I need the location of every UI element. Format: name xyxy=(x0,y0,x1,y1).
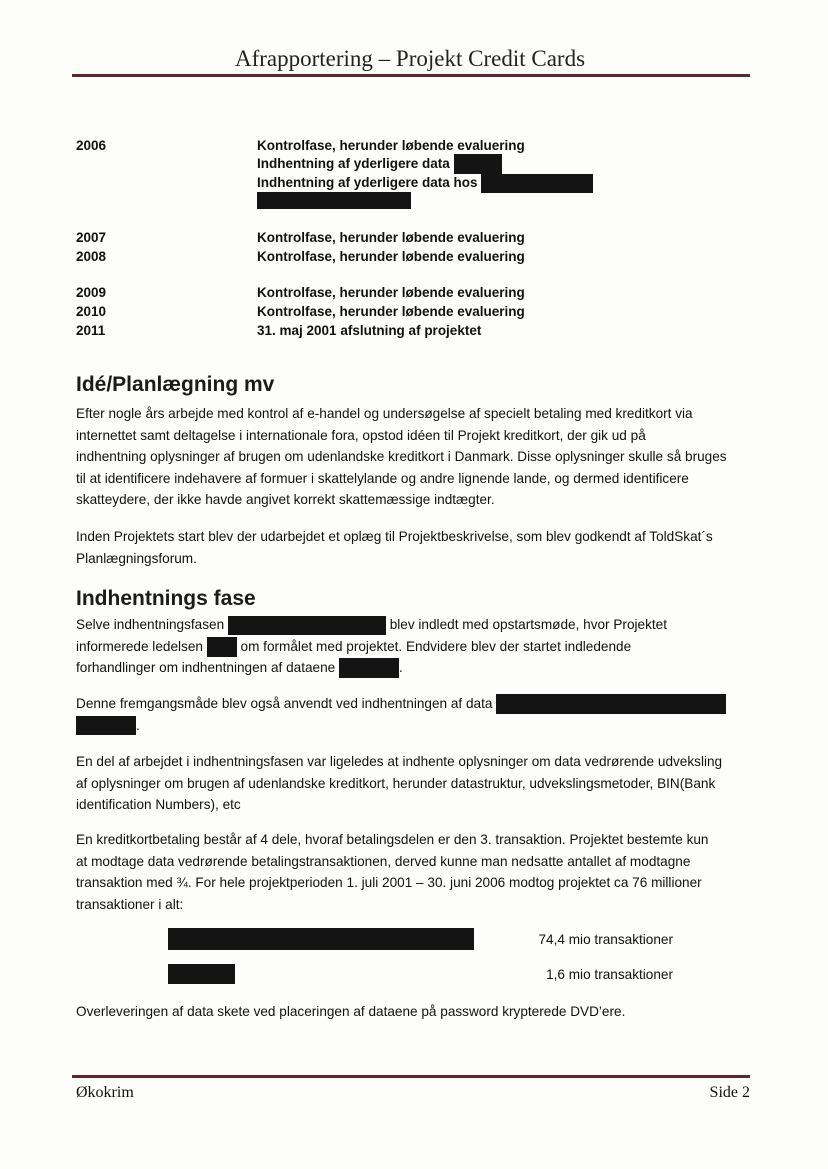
redaction-block xyxy=(228,616,386,635)
paragraph: Efter nogle års arbejde med kontrol af e-handel og undersøgelse af specielt betaling med kreditkort via internettet samt deltagelse i internationale fora, opstod idéen til Projekt kreditkort, der gik ud på indhentning oplysninger af brugen om udenlandske kreditkort i Danmark. Disse oplysninger skulle så bruges til at identificere indehavere af formuer i skattelylande og andre lignende lande, og dermed identificere skatteydere, der ikke havde angivet korrekt skattemæssige indtægter. xyxy=(76,406,727,507)
redaction-block xyxy=(207,637,237,657)
section-heading: Idé/Planlægning mv xyxy=(76,373,275,396)
timeline-year: 2008 xyxy=(76,249,107,264)
header-rule xyxy=(72,74,750,77)
footer-organization: Økokrim xyxy=(76,1084,134,1101)
timeline-desc: Kontrolfase, herunder løbende evaluering xyxy=(257,138,525,153)
paragraph: Denne fremgangsmåde blev også anvendt ved indhentningen af data . xyxy=(76,693,756,736)
timeline-desc: Indhentning af yderligere data hos xyxy=(257,173,593,193)
timeline-desc: Indhentning af yderligere data xyxy=(257,154,502,174)
timeline-year: 2011 xyxy=(76,323,106,338)
page-title: Afrapportering – Projekt Credit Cards xyxy=(234,46,586,71)
timeline-desc: Kontrolfase, herunder løbende evaluering xyxy=(257,249,525,264)
timeline-year: 2006 xyxy=(76,138,107,153)
redaction-block xyxy=(76,716,136,735)
page-number: Side 2 xyxy=(709,1084,750,1101)
paragraph: En del af arbejdet i indhentningsfasen var ligeledes at indhente oplysninger om data vedrørende udveksling af oplysninger om brugen af udenlandske kreditkort, herunder datastruktur, udvekslingsmetoder, BIN(Bank identification Numbers), etc xyxy=(76,754,723,812)
timeline-year: 2007 xyxy=(76,230,107,245)
paragraph: Selve indhentningsfasen blev indledt med opstartsmøde, hvor Projektet informerede ledelsen om formålet med projektet. Endvidere blev der startet indledende forhandlinger om indhentningen af dataene . xyxy=(76,614,756,679)
timeline-desc: Kontrolfase, herunder løbende evaluering xyxy=(257,304,525,319)
redaction-block xyxy=(168,964,235,984)
timeline-desc: 31. maj 2001 afslutning af projektet xyxy=(257,323,482,338)
paragraph: Inden Projektets start blev der udarbejdet et oplæg til Projektbeskrivelse, som blev godkendt af ToldSkat´s Planlægningsforum. xyxy=(76,529,713,566)
redaction-block xyxy=(454,154,502,174)
section-heading: Indhentnings fase xyxy=(76,587,256,610)
timeline-desc: Kontrolfase, herunder løbende evaluering xyxy=(257,230,525,245)
footer-rule xyxy=(72,1075,750,1078)
timeline-year: 2010 xyxy=(76,304,107,319)
timeline-year: 2009 xyxy=(76,285,107,300)
redaction-block xyxy=(168,928,474,950)
transaction-count: 1,6 mio transaktioner xyxy=(546,967,673,982)
redaction-block xyxy=(257,192,411,209)
redaction-block xyxy=(481,174,593,193)
transaction-count: 74,4 mio transaktioner xyxy=(538,932,673,947)
paragraph: En kreditkortbetaling består af 4 dele, hvoraf betalingsdelen er den 3. transaktion. Projektet bestemte kun at modtage data vedrørende betalingstransaktionen, derved kunne man nedsatte antallet af modtagne transaktion med ¾. For hele projektperioden 1. juli 2001 – 30. juni 2006 modtog projektet ca 76 millioner transaktioner i alt: xyxy=(76,832,709,912)
redaction-block xyxy=(339,658,399,678)
timeline-desc: Kontrolfase, herunder løbende evaluering xyxy=(257,285,525,300)
paragraph: Overleveringen af data skete ved placeringen af dataene på password krypterede DVD’ere. xyxy=(76,1004,626,1019)
redaction-block xyxy=(496,694,726,714)
